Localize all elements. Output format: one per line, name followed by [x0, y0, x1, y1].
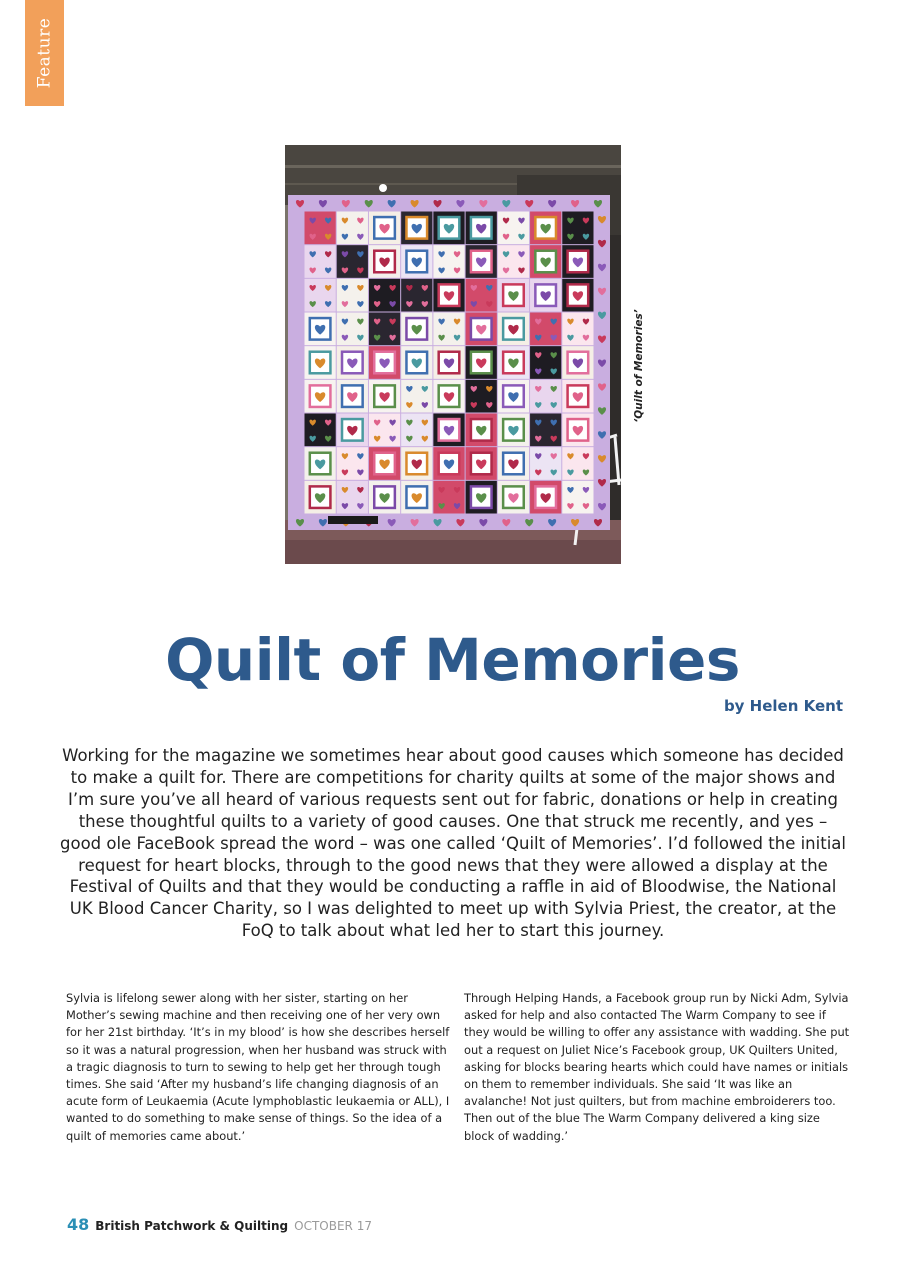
quilt-illustration	[285, 145, 621, 564]
body-column-left: Sylvia is lifelong sewer along with her sister, starting on her Mother’s sewing machine and then receiving one of her very own for her 21st birthday. ‘It’s in my blood’ is how she describes herself so it was a natural progression, when her husband was struck with a tragic diagnosis to turn to sewing to help get her through tough times. She said ‘After my husband’s life changing diagnosis of an acute form of Leukaemia (Acute lymphoblastic leukaemia or ALL), I wanted to do something to make sense of things. So the idea of a quilt of memories came about.’	[66, 991, 450, 1143]
article-title: Quilt of Memories	[165, 626, 740, 694]
magazine-name: British Patchwork & Quilting	[95, 1219, 289, 1233]
quilt	[288, 195, 610, 530]
issue-date: OCTOBER 17	[294, 1219, 372, 1233]
byline: by Helen Kent	[723, 697, 843, 715]
body-column-right: Through Helping Hands, a Facebook group run by Nicki Adm, Sylvia asked for help and also contacted The Warm Company to see if they would be willing to offer any assistance with wadding. She put out a request on Juliet Nice’s Facebook group, UK Quilters United, asking for blocks bearing hearts which could have names or initials on them to remember individuals. She said ‘It was like an avalanche! Not just quilters, but from machine embroiderers too. Then out of the blue The Warm Company delivered a king size block of wadding.’	[464, 991, 850, 1143]
intro-paragraph: Working for the magazine we sometimes hear about good causes which someone has decided to make a quilt for. There are competitions for charity quilts at some of the major shows and I’m sure you’ve all heard of various requests sent out for fabric, donations or help in creating these thoughtful quilts to a variety of good causes. One that struck me recently, and yes – good ole FaceBook spread the word – was one called ‘Quilt of Memories’. I’d followed the initial request for heart blocks, through to the good news that they were allowed a display at the Festival of Quilts and that they would be conducting a raffle in aid of Bloodwise, the National UK Blood Cancer Charity, so I was delighted to meet up with Sylvia Priest, the creator, at the FoQ to talk about what led her to start this journey.	[60, 746, 846, 941]
quilt-photo	[285, 145, 621, 564]
photo-caption: ‘Quilt of Memories’	[633, 309, 645, 423]
page-footer	[67, 1215, 372, 1234]
section-tab	[25, 0, 64, 106]
page-number: 48	[67, 1215, 90, 1234]
section-tab-label: Feature	[34, 17, 55, 89]
